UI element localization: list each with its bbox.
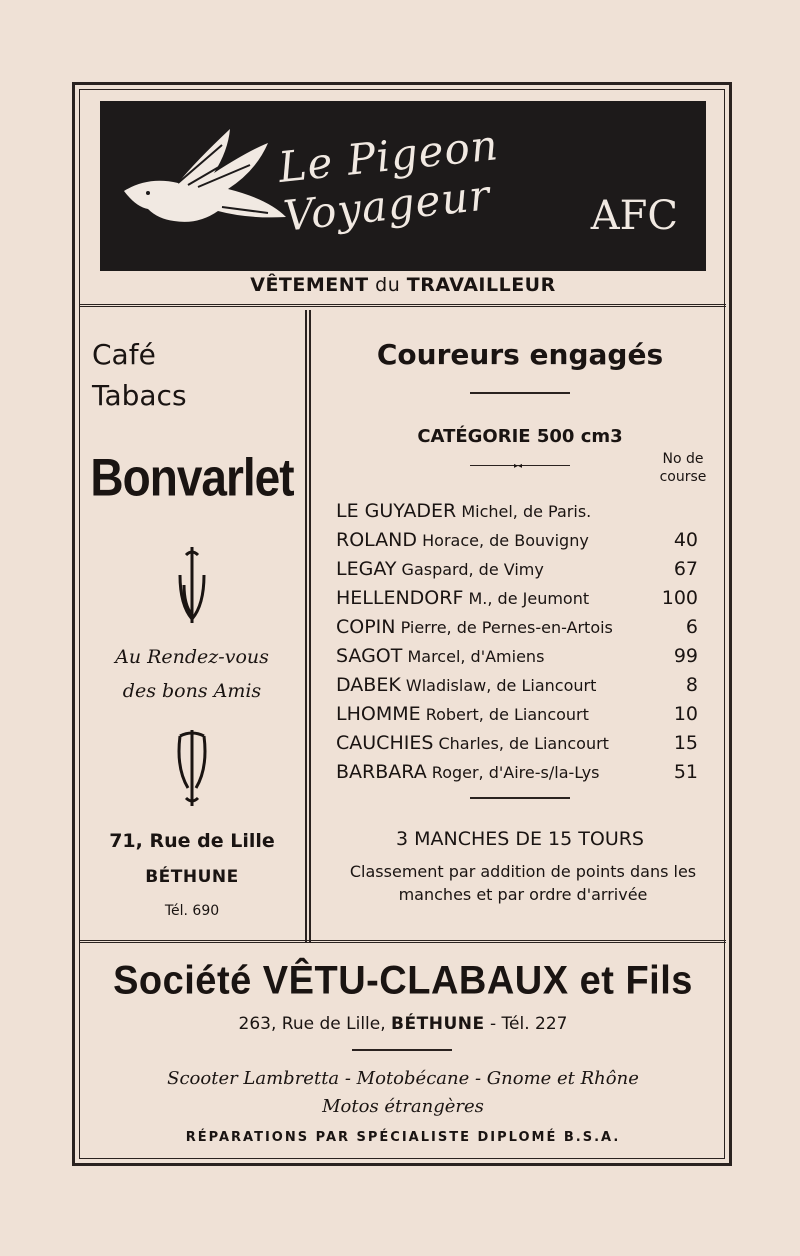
rider-detail: Wladislaw, de Liancourt	[400, 676, 597, 695]
divider	[80, 940, 726, 946]
rider-number: 67	[673, 558, 698, 580]
company-name: Société VÊTU-CLABAUX et Fils	[113, 958, 693, 1004]
tabacs-line: Tabacs	[92, 379, 187, 412]
repairs-note: RÉPARATIONS PAR SPÉCIALISTE DIPLOMÉ B.S.A.	[185, 1130, 621, 1145]
brands-line: Motos étrangères	[322, 1096, 484, 1117]
rider-detail: Robert, de Liancourt	[420, 705, 589, 724]
rider-name: CAUCHIES	[336, 732, 434, 754]
rider-detail: Gaspard, de Vimy	[396, 560, 544, 579]
shop-tel: Tél. 690	[164, 903, 220, 919]
race-format: 3 MANCHES DE 15 TOURS	[395, 828, 644, 850]
rider-detail: Marcel, d'Amiens	[402, 647, 545, 666]
rider-name: COPIN	[336, 616, 396, 638]
rider-name: DABEK	[336, 674, 401, 696]
list-item	[336, 497, 706, 526]
subtitle: VÊTEMENT du TRAVAILLEUR	[250, 274, 556, 296]
rider-name: BARBARA	[336, 761, 427, 783]
rider-name: LHOMME	[336, 703, 421, 725]
divider	[352, 1049, 452, 1051]
rider-number: 6	[685, 616, 698, 638]
rider-detail: Pierre, de Pernes-en-Artois	[395, 618, 613, 637]
company-address: 263, Rue de Lille, BÉTHUNE - Tél. 227	[238, 1014, 568, 1034]
brand-mark: AFC	[590, 193, 678, 239]
list-item	[336, 671, 706, 700]
header-banner	[100, 101, 706, 271]
rider-number: 99	[673, 645, 698, 667]
section-heading: Coureurs engagés	[376, 338, 664, 371]
brands-line: Scooter Lambretta - Motobécane - Gnome et Rhône	[167, 1068, 639, 1089]
rider-name: LE GUYADER	[336, 500, 457, 522]
rider-number: 15	[673, 732, 698, 754]
rider-number: 100	[661, 587, 698, 609]
ranking-rules: Classement par addition de points dans les manches et par ordre d'arrivée	[349, 862, 697, 904]
rider-number: 51	[673, 761, 698, 783]
rider-detail: M., de Jeumont	[463, 589, 590, 608]
cafe-label	[92, 334, 187, 416]
list-item	[336, 555, 706, 584]
rider-name: SAGOT	[336, 645, 403, 667]
column-divider	[305, 310, 311, 942]
ornament-icon	[172, 545, 212, 625]
rider-name: LEGAY	[336, 558, 397, 580]
list-item	[336, 758, 706, 787]
rider-name: HELLENDORF	[336, 587, 464, 609]
rider-number: 10	[673, 703, 698, 725]
rider-name: ROLAND	[336, 529, 418, 551]
rider-detail: Charles, de Liancourt	[433, 734, 609, 753]
list-item	[336, 613, 706, 642]
rider-detail: Roger, d'Aire-s/la-Lys	[426, 763, 600, 782]
list-item	[336, 729, 706, 758]
divider: ▸◂	[470, 465, 570, 466]
rider-detail: Michel, de Paris.	[456, 502, 592, 521]
rider-detail: Horace, de Bouvigny	[417, 531, 589, 550]
slogan-line: des bons Amis	[122, 680, 262, 702]
cafe-line: Café	[92, 338, 156, 371]
category-title: CATÉGORIE 500 cm3	[417, 426, 623, 447]
ornament-icon	[172, 728, 212, 808]
rider-list	[336, 497, 706, 787]
list-item	[336, 526, 706, 555]
slogan-line: Au Rendez-vous	[115, 646, 269, 668]
divider	[470, 392, 570, 394]
pigeon-icon	[118, 121, 288, 241]
divider	[470, 797, 570, 799]
banner-title: Le Pigeon Voyageur	[276, 120, 501, 241]
list-item	[336, 700, 706, 729]
shop-address: 71, Rue de Lille	[109, 830, 275, 852]
divider	[80, 304, 726, 310]
slogan	[82, 640, 302, 708]
shop-name: Bonvarlet	[90, 447, 294, 507]
list-item	[336, 642, 706, 671]
brands	[80, 1065, 726, 1121]
rider-number: 40	[673, 529, 698, 551]
list-item	[336, 584, 706, 613]
shop-city: BÉTHUNE	[145, 867, 239, 887]
column-header-number: No de course	[659, 451, 707, 485]
rider-number: 8	[685, 674, 698, 696]
